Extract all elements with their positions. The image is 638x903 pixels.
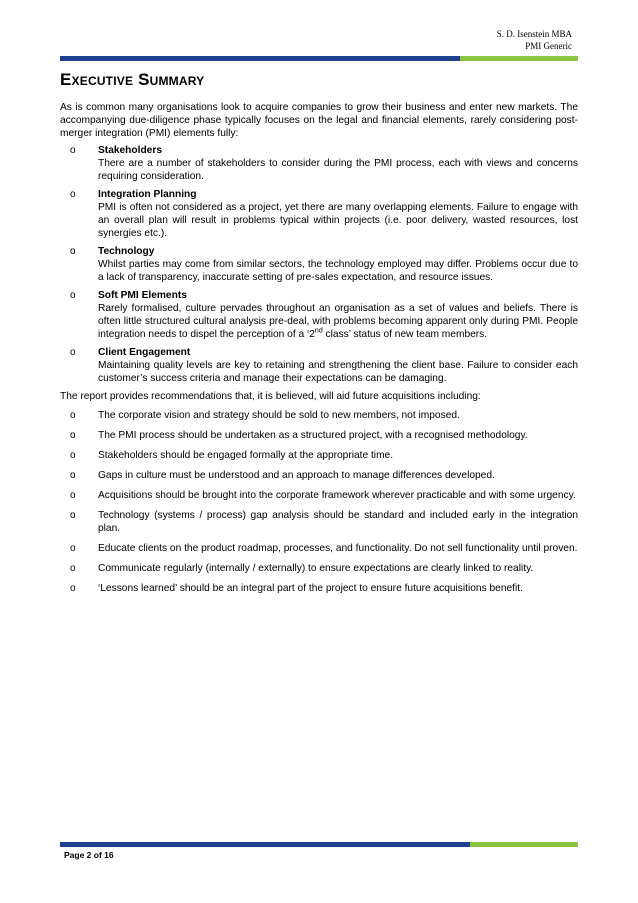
author-name: S. D. Isenstein MBA bbox=[496, 29, 572, 39]
recommendation-text: ‘Lessons learned’ should be an integral part of the project to ensure future acquisitions benefit. bbox=[98, 583, 523, 594]
area-description: There are a number of stakeholders to consider during the PMI process, each with views and concerns requiring consideration. bbox=[98, 158, 578, 182]
recommendation-text: The PMI process should be undertaken as a structured project, with a recognised methodology. bbox=[98, 430, 528, 441]
list-item bbox=[60, 289, 578, 341]
bullet-icon: o bbox=[70, 470, 76, 481]
footer-rule bbox=[60, 842, 578, 847]
header-rule bbox=[60, 56, 578, 61]
list-item bbox=[60, 188, 578, 240]
header-rule-blue bbox=[60, 56, 460, 61]
area-title: Client Engagement bbox=[98, 347, 191, 358]
recommendations-list bbox=[60, 409, 578, 595]
recommendation-text: Educate clients on the product roadmap, processes, and functionality. Do not sell functionality until proven. bbox=[98, 543, 578, 554]
recommendations-lead: The report provides recommendations that, it is believed, will aid future acquisitions including: bbox=[60, 391, 481, 402]
list-item bbox=[60, 582, 578, 595]
area-description: Maintaining quality levels are key to retaining and strengthening the client base. Failure to consider each customer’s success criteria and manage their expectations can be damaging. bbox=[98, 360, 578, 384]
bullet-icon: o bbox=[70, 430, 76, 441]
list-item bbox=[60, 469, 578, 482]
bullet-icon: o bbox=[70, 543, 76, 554]
list-item bbox=[60, 144, 578, 183]
list-item bbox=[60, 409, 578, 422]
bullet-icon: o bbox=[70, 246, 76, 257]
list-item bbox=[60, 542, 578, 555]
area-title: Technology bbox=[98, 246, 155, 257]
footer-rule-green bbox=[470, 842, 578, 847]
area-description: PMI is often not considered as a project, yet there are many overlapping elements. Failure to engage with an overall plan will result in problems typical within projects (i.e. poor delivery, wasted resources, lost synergies etc.). bbox=[98, 202, 578, 239]
list-item bbox=[60, 449, 578, 462]
area-title: Stakeholders bbox=[98, 145, 162, 156]
area-title: Integration Planning bbox=[98, 189, 197, 200]
page-header bbox=[497, 28, 572, 52]
recommendation-text: The corporate vision and strategy should be sold to new members, not imposed. bbox=[98, 410, 460, 421]
bullet-icon: o bbox=[70, 410, 76, 421]
bullet-icon: o bbox=[70, 563, 76, 574]
recommendation-text: Stakeholders should be engaged formally at the appropriate time. bbox=[98, 450, 394, 461]
bullet-icon: o bbox=[70, 490, 76, 501]
recommendation-text: Communicate regularly (internally / externally) to ensure expectations are clearly linked to reality. bbox=[98, 563, 534, 574]
focus-areas-list bbox=[60, 144, 578, 385]
area-title: Soft PMI Elements bbox=[98, 290, 187, 301]
area-description bbox=[98, 302, 578, 341]
area-description-text-end: class’ status of new team members. bbox=[322, 329, 488, 340]
area-description: Whilst parties may come from similar sectors, the technology employed may differ. Problems occur due to a lack of transparency, inaccurate setting of pre-sales expectation, and resource issues. bbox=[98, 259, 578, 283]
list-item bbox=[60, 509, 578, 535]
recommendation-text: Acquisitions should be brought into the corporate framework wherever practicable and with some urgency. bbox=[98, 490, 576, 501]
bullet-icon: o bbox=[70, 347, 76, 358]
bullet-icon: o bbox=[70, 145, 76, 156]
recommendation-text: Technology (systems / process) gap analysis should be standard and included early in the integration plan. bbox=[98, 510, 578, 534]
page-number: Page 2 of 16 bbox=[64, 850, 114, 860]
bullet-icon: o bbox=[70, 510, 76, 521]
intro-paragraph: As is common many organisations look to acquire companies to grow their business and enter new markets. The accompanying due-diligence phase typically focuses on the legal and financial elements, rarely considering post-merger integration (PMI) elements fully: bbox=[60, 102, 578, 139]
list-item bbox=[60, 489, 578, 502]
list-item bbox=[60, 245, 578, 284]
bullet-icon: o bbox=[70, 290, 76, 301]
bullet-icon: o bbox=[70, 450, 76, 461]
bullet-icon: o bbox=[70, 583, 76, 594]
footer-rule-blue bbox=[60, 842, 470, 847]
list-item bbox=[60, 562, 578, 575]
page-body bbox=[60, 70, 578, 602]
recommendation-text: Gaps in culture must be understood and an approach to manage differences developed. bbox=[98, 470, 495, 481]
header-rule-green bbox=[460, 56, 578, 61]
ordinal-suffix: nd bbox=[314, 327, 323, 335]
section-title: Executive Summary bbox=[60, 70, 205, 89]
list-item bbox=[60, 346, 578, 385]
list-item bbox=[60, 429, 578, 442]
document-title: PMI Generic bbox=[525, 41, 572, 51]
area-description-text: Rarely formalised, culture pervades throughout an organisation as a set of values and beliefs. There is often little structured cultural analysis pre-deal, with problems becoming apparent only during PMI. People integration needs to dispel the perception of a ‘2 bbox=[98, 303, 578, 340]
bullet-icon: o bbox=[70, 189, 76, 200]
